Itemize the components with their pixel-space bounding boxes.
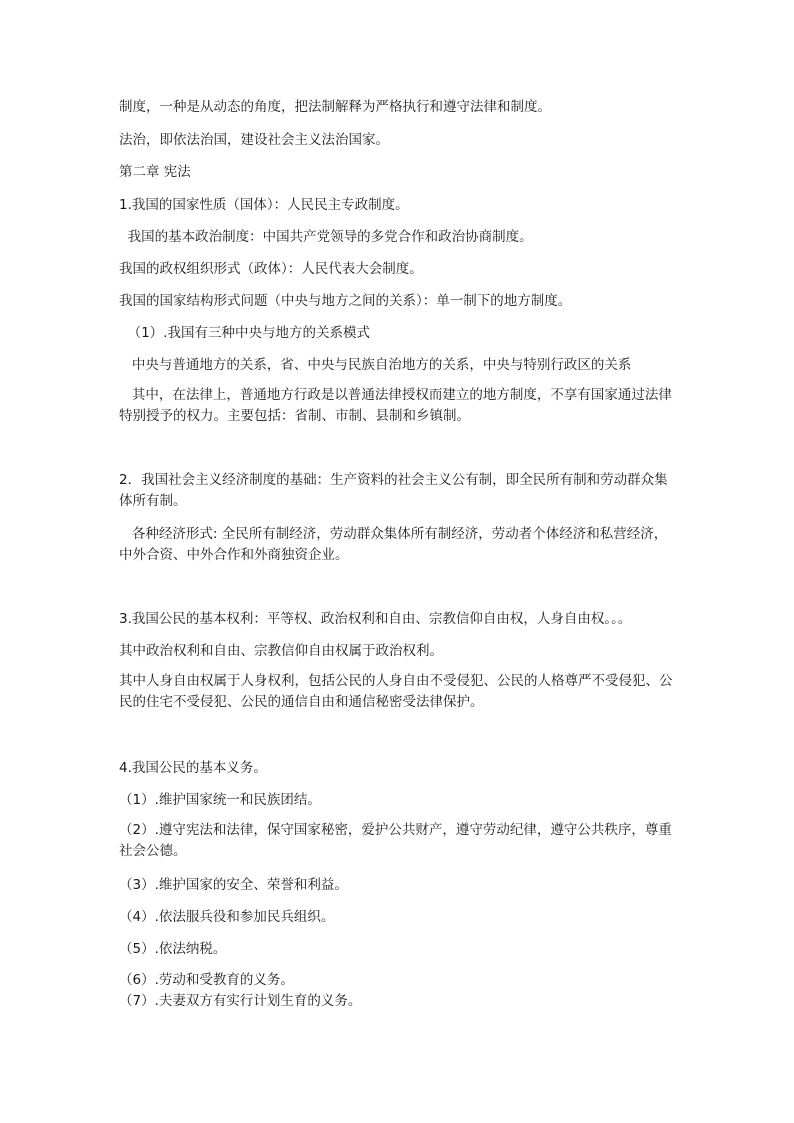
paragraph-economic-basis: 2．我国社会主义经济制度的基础：生产资料的社会主义公有制，即全民所有制和劳动群众集体所有制。 xyxy=(119,472,668,509)
duty-item-6: （6）.劳动和受教育的义务。 xyxy=(119,972,294,988)
paragraph-basic-duties: 4.我国公民的基本义务。 xyxy=(119,760,267,776)
duty-item-3: （3）.维护国家的安全、荣誉和利益。 xyxy=(119,877,348,893)
duty-item-5: （5）.依法纳税。 xyxy=(119,941,227,957)
paragraph-legal-system-definition: 制度，一种是从动态的角度，把法制解释为严格执行和遵守法律和制度。 xyxy=(119,99,551,115)
paragraph-relationship-types: 中央与普通地方的关系，省、中央与民族自治地方的关系，中央与特别行政区的关系 xyxy=(119,357,632,373)
paragraph-basic-rights: 3.我国公民的基本权利：平等权、政治权利和自由、宗教信仰自由权，人身自由权。。。 xyxy=(119,611,632,627)
paragraph-political-rights: 其中政治权利和自由、宗教信仰自由权属于政治权利。 xyxy=(119,643,443,659)
duty-item-1: （1）.维护国家统一和民族团结。 xyxy=(119,792,321,808)
paragraph-government-form: 我国的政权组织形式（政体）：人民代表大会制度。 xyxy=(119,261,423,277)
paragraph-local-system: 其中，在法律上，普通地方行政是以普通法律授权而建立的地方制度，不享有国家通过法律特别授予的权力。主要包括：省制、市制、县制和乡镇制。 xyxy=(119,387,672,424)
paragraph-political-system: 我国的基本政治制度：中国共产党领导的多党合作和政治协商制度。 xyxy=(119,229,533,245)
paragraph-rule-of-law: 法治，即依法治国，建设社会主义法治国家。 xyxy=(119,132,389,148)
paragraph-personal-rights: 其中人身自由权属于人身权利，包括公民的人身自由不受侵犯、公民的人格尊严不受侵犯、公民的住宅不受侵犯、公民的通信自由和通信秘密受法律保护。 xyxy=(119,673,673,710)
duty-item-7: （7）.夫妻双方有实行计划生育的义务。 xyxy=(119,993,362,1009)
duty-item-4: （4）.依法服兵役和参加民兵组织。 xyxy=(119,909,335,925)
paragraph-three-modes: （1）.我国有三种中央与地方的关系模式 xyxy=(119,325,370,341)
chapter-heading: 第二章 宪法 xyxy=(119,164,191,180)
paragraph-state-structure: 我国的国家结构形式问题（中央与地方之间的关系）：单一制下的地方制度。 xyxy=(119,293,572,309)
duty-item-2: （2）.遵守宪法和法律，保守国家秘密，爱护公共财产，遵守劳动纪律，遵守公共秩序，尊重社会公德。 xyxy=(119,822,672,859)
paragraph-economic-forms: 各种经济形式: 全民所有制经济，劳动群众集体所有制经济，劳动者个体经济和私营经济，中外合资、中外合作和外商独资企业。 xyxy=(119,526,668,563)
paragraph-state-nature: 1.我国的国家性质（国体）：人民民主专政制度。 xyxy=(119,197,409,213)
